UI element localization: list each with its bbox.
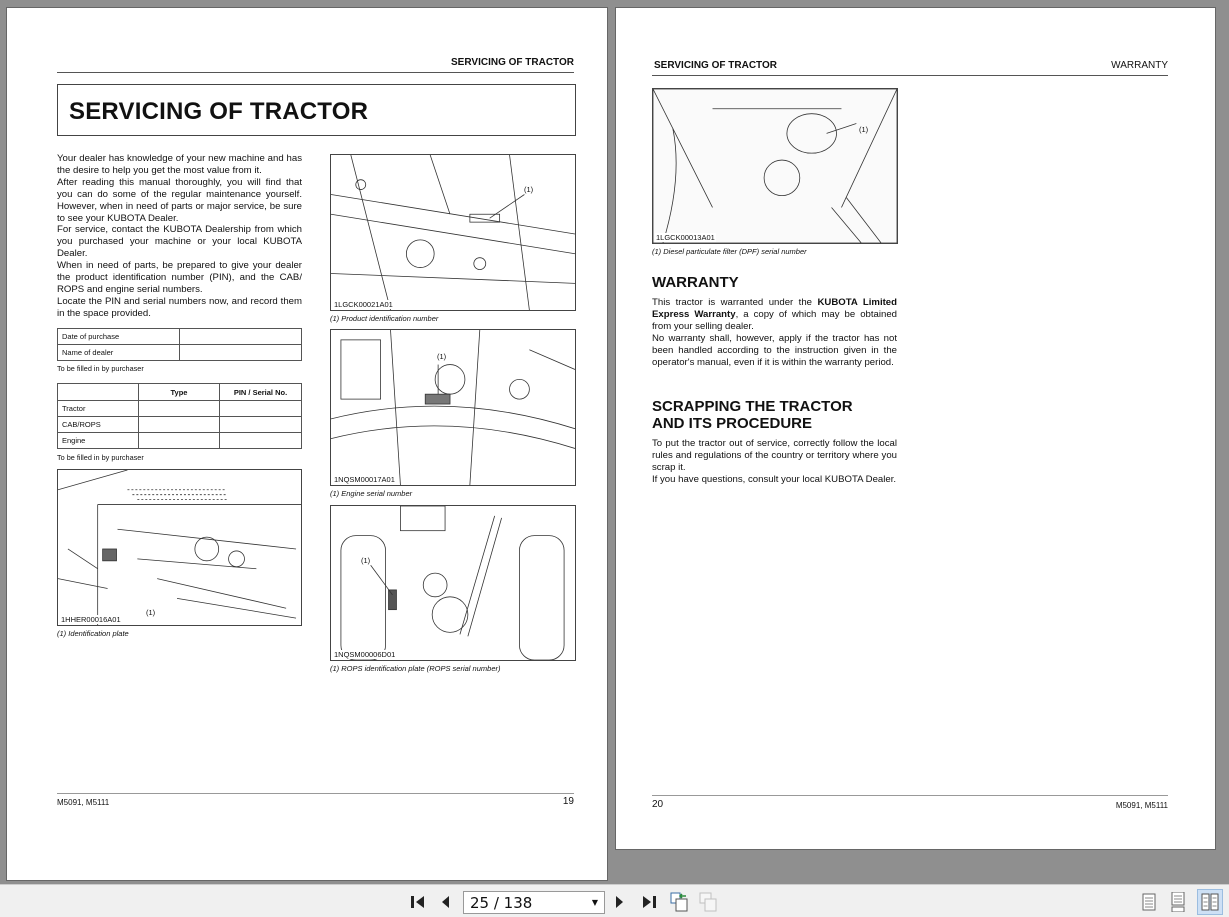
pin-figure: (1) 1LGCK00021A01 [330, 154, 576, 311]
go-back-view-icon [669, 892, 689, 912]
figure-caption: (1) Product identification number [330, 314, 439, 323]
footer-model: M5091, M5111 [57, 798, 110, 807]
left-page [6, 7, 608, 881]
single-page-icon [1142, 893, 1156, 911]
go-back-button[interactable] [668, 893, 690, 911]
rops-plate-figure: (1) 1NQSM00006D01 [330, 505, 576, 661]
identification-plate-figure: (1) 1HHER00016A01 [57, 469, 302, 626]
last-page-button[interactable] [639, 893, 659, 911]
name-of-dealer-field[interactable] [180, 345, 302, 361]
first-page-icon [410, 894, 426, 910]
two-page-view-button[interactable] [1197, 889, 1223, 915]
last-page-icon [641, 894, 657, 910]
two-page-icon [1201, 893, 1219, 911]
continuous-pages-icon [1171, 892, 1185, 912]
footer-model: M5091, M5111 [1115, 801, 1168, 810]
page-selector[interactable]: 25 / 138 ▼ [463, 891, 605, 914]
next-page-button[interactable] [612, 893, 628, 911]
purchase-table: Date of purchase Name of dealer [57, 328, 302, 361]
single-page-view-button[interactable] [1139, 893, 1159, 911]
engine-serial-figure: (1) 1NQSM00017A01 [330, 329, 576, 486]
figure-caption: (1) Identification plate [57, 629, 129, 638]
scrapping-heading: SCRAPPING THE TRACTOR AND ITS PROCEDURE [652, 398, 853, 432]
go-forward-view-icon [698, 892, 718, 912]
previous-page-button[interactable] [437, 893, 453, 911]
viewer-toolbar [0, 884, 1229, 917]
go-forward-button[interactable] [697, 893, 719, 911]
figure-caption: (1) ROPS identification plate (ROPS serial number) [330, 664, 501, 673]
running-header-right: WARRANTY [1111, 60, 1168, 71]
dropdown-arrow-icon: ▼ [591, 898, 598, 907]
previous-page-icon [439, 894, 451, 910]
right-page [615, 7, 1216, 850]
purchase-note: To be filled in by purchaser [57, 364, 144, 373]
serial-note: To be filled in by purchaser [57, 453, 144, 462]
date-of-purchase-field[interactable] [180, 329, 302, 345]
page-title: SERVICING OF TRACTOR [57, 84, 576, 136]
page-number: 20 [652, 799, 664, 810]
page-number: 19 [562, 796, 574, 807]
warranty-heading: WARRANTY [652, 274, 739, 291]
running-header: SERVICING OF TRACTOR [451, 57, 574, 68]
dpf-figure: (1) 1LGCK00013A01 [652, 88, 898, 244]
first-page-button[interactable] [408, 893, 428, 911]
intro-text: Your dealer has knowledge of your new machine and has the desire to help you get the most value from it. After reading this manual thoroughly, you will find that you can do some of the regular maintenance yourself. However, when in need of parts or major service, be sure to see your KUBOTA Dealer. For service, contact the KUBOTA Dealership from which you purchased your machine or your local KUBOTA Dealer. When in need of parts, be prepared to give your dealer the product identification number (PIN), and the CAB/ ROPS and engine serial numbers. Locate the PIN and serial numbers now, and record them in the space provided. [57, 153, 302, 319]
warranty-text: This tractor is warranted under the KUBOTA Limited Express Warranty, a copy of which may be obtained from your selling dealer. No warranty shall, however, apply if the tractor has not been handled according to the instruction given in the operator's manual, even if it is within the warranty period. [652, 297, 898, 368]
next-page-icon [614, 894, 626, 910]
running-header-left: SERVICING OF TRACTOR [654, 60, 777, 71]
serial-table: Type PIN / Serial No. Tractor CAB/ROPS Engine [57, 383, 302, 449]
figure-caption: (1) Engine serial number [330, 489, 413, 498]
figure-caption: (1) Diesel particulate filter (DPF) serial number [652, 247, 807, 256]
scrapping-text: To put the tractor out of service, correctly follow the local rules and regulations of the country or territory where you scrap it. If you have questions, consult your local KUBOTA Dealer. [652, 438, 897, 485]
continuous-view-button[interactable] [1168, 893, 1188, 911]
